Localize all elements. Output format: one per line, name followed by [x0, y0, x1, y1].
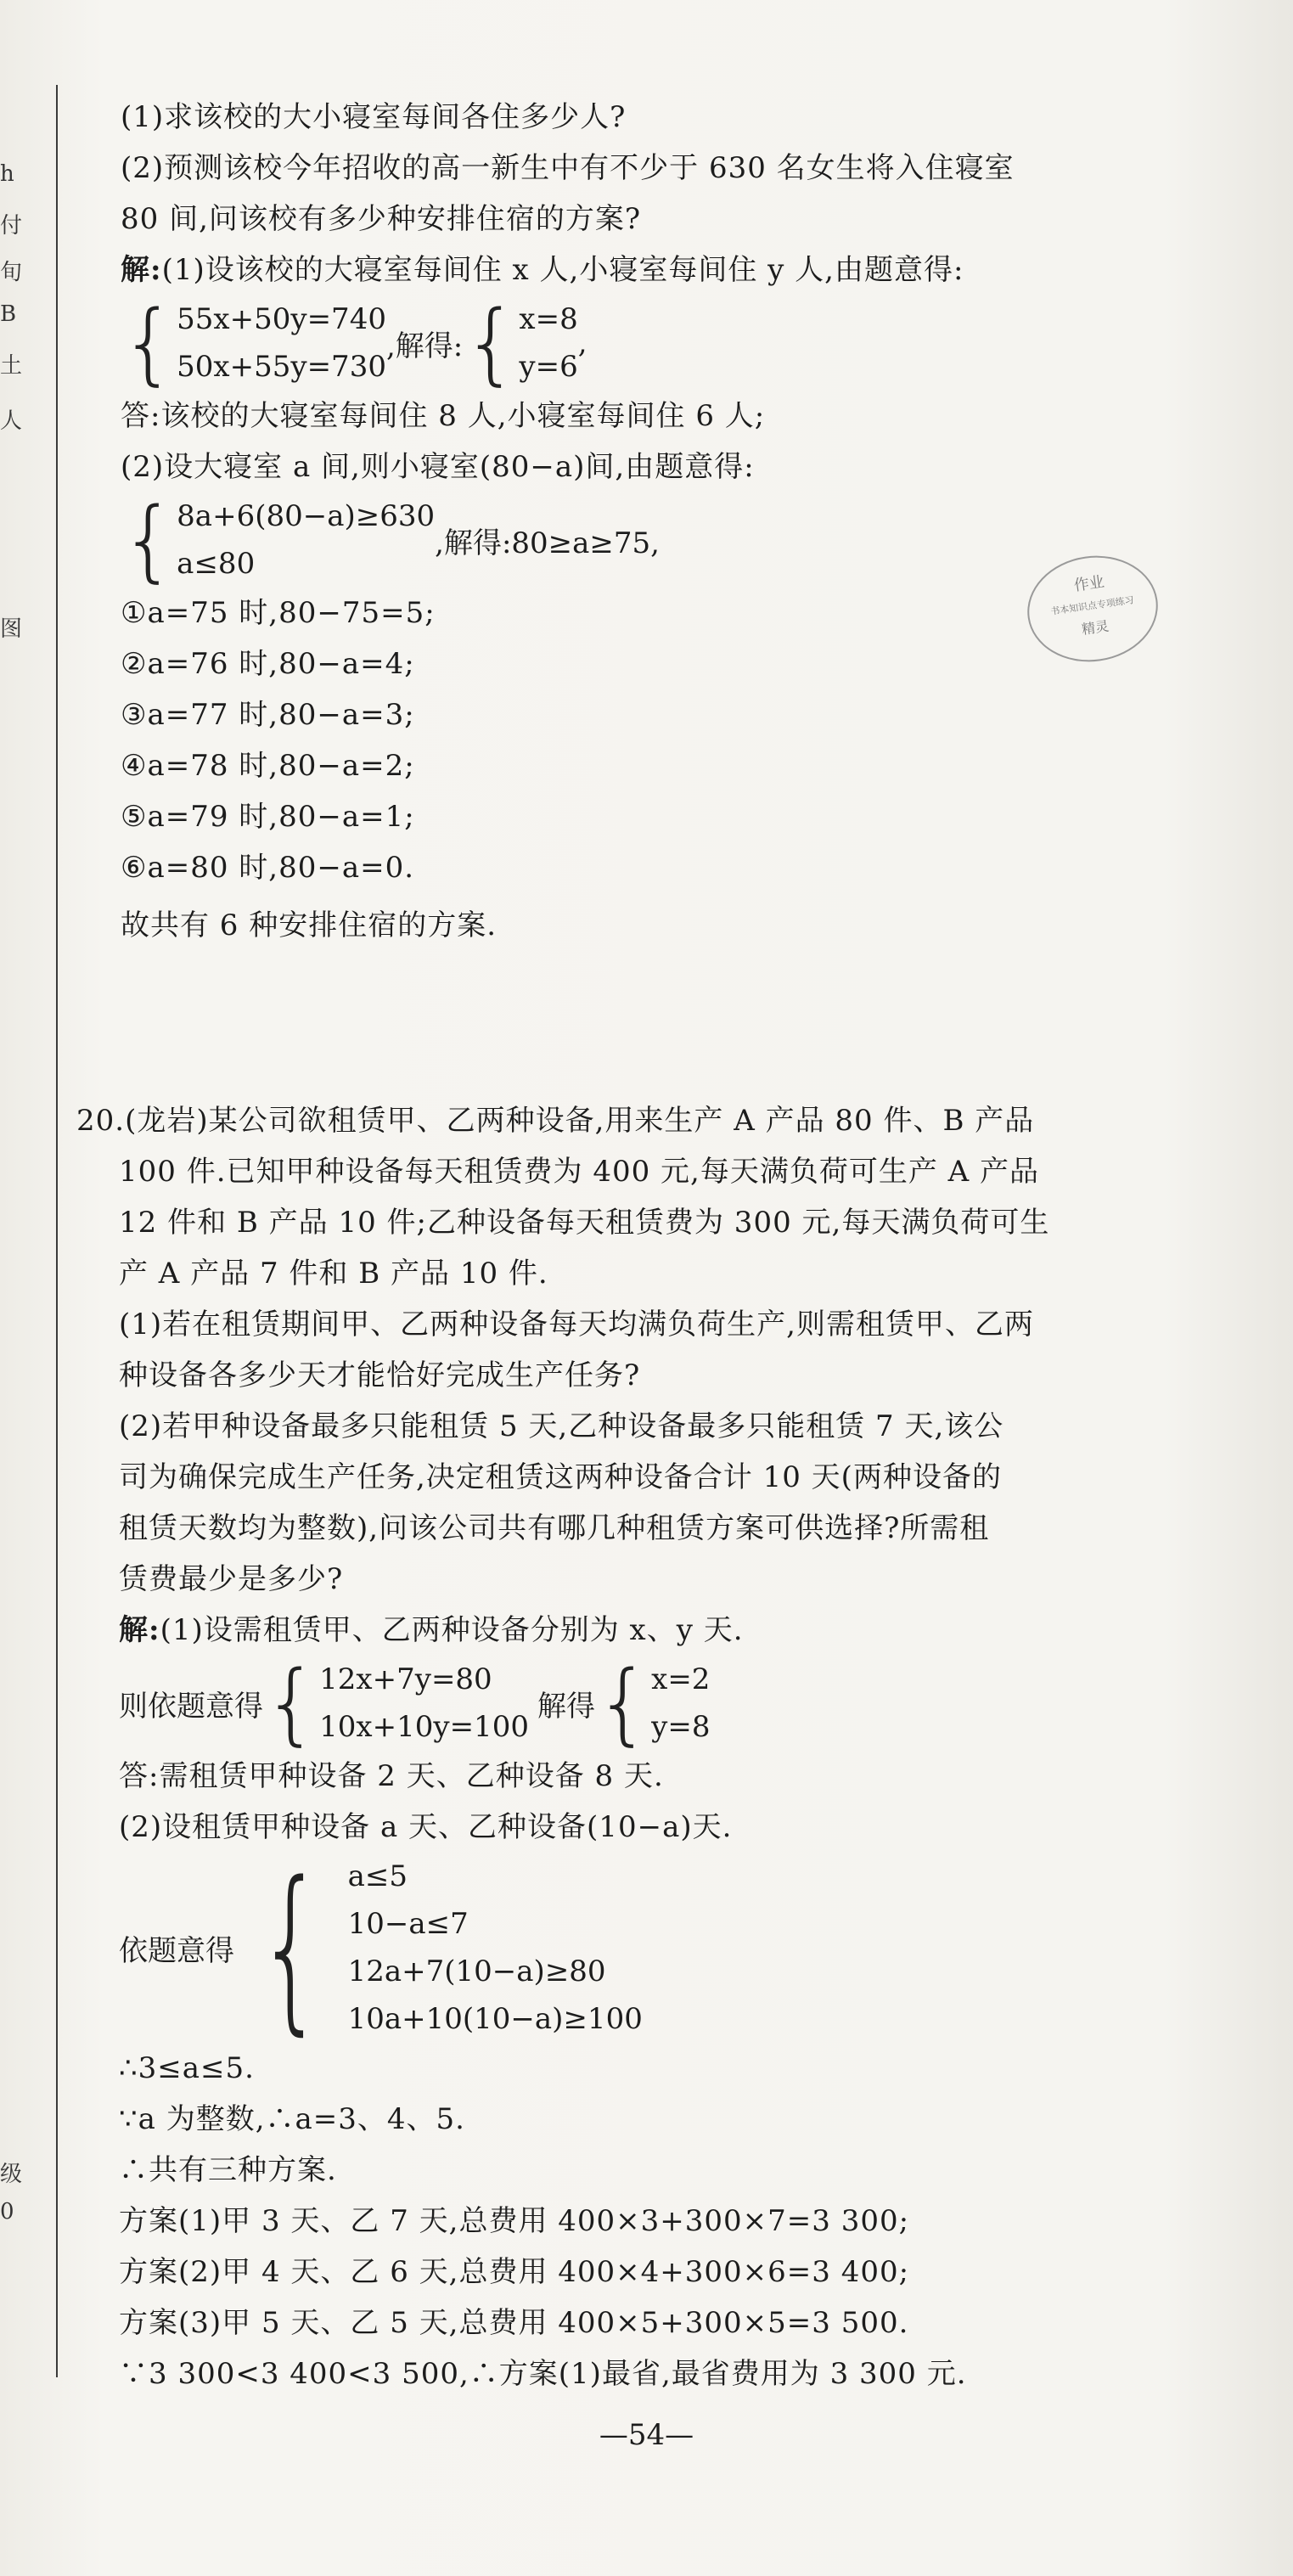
solve-result: ,解得:80≥a≥75,: [435, 526, 660, 560]
q19-part2-setup: (2)设大寝室 a 间,则小寝室(80−a)间,由题意得:: [121, 450, 755, 484]
inequality: a≤5: [347, 1859, 408, 1893]
q20-final-answer: ∵3 300<3 400<3 500,∴方案(1)最省,最省费用为 3 300 元.: [119, 2357, 967, 2391]
q20-three-plans: ∴共有三种方案.: [119, 2153, 337, 2187]
q20-answer1: 答:需租赁甲种设备 2 天、乙种设备 8 天.: [119, 1759, 664, 1793]
case-line: ⑤a=79 时,80−a=1;: [121, 800, 415, 834]
equation: 12x+7y=80: [319, 1662, 492, 1696]
result: x=8: [519, 302, 578, 336]
inequality: a≤80: [177, 547, 256, 581]
edge-fragment: 土: [0, 353, 23, 379]
result: y=6: [519, 350, 578, 384]
q20-part2-line1: (2)若甲种设备最多只能租赁 5 天,乙种设备最多只能租赁 7 天,该公: [119, 1409, 1004, 1443]
plan-line: 方案(1)甲 3 天、乙 7 天,总费用 400×3+300×7=3 300;: [119, 2204, 910, 2238]
equation-stack: [177, 295, 386, 391]
result: x=2: [651, 1662, 711, 1696]
q20-part1-line2: 种设备各多少天才能恰好完成生产任务?: [119, 1358, 641, 1392]
result: y=8: [651, 1710, 711, 1744]
q20-part2-line3: 租赁天数均为整数),问该公司共有哪几种租赁方案可供选择?所需租: [119, 1511, 990, 1545]
q20-stem-line3: 12 件和 B 产品 10 件;乙种设备每天租赁费为 300 元,每天满负荷可生: [119, 1206, 1050, 1240]
q20-integer: ∵a 为整数,∴a=3、4、5.: [119, 2102, 465, 2136]
edge-fragment: 旬: [0, 260, 23, 285]
result-stack: [519, 295, 577, 391]
q19-system-2: [121, 488, 1173, 592]
q19-conclusion: 故共有 6 种安排住宿的方案.: [121, 908, 498, 942]
q20-part2-line2: 司为确保完成生产任务,决定租赁这两种设备合计 10 天(两种设备的: [119, 1460, 1002, 1494]
solution-label: 解:: [119, 1613, 160, 1647]
equation-stack: [319, 1656, 529, 1751]
question-19-section: [121, 92, 1173, 951]
stamp-text: 精灵: [1080, 617, 1110, 638]
q20-stem-line4: 产 A 产品 7 件和 B 产品 10 件.: [119, 1257, 548, 1291]
question-20-section: [76, 1095, 1180, 2399]
q20-part1-line1: (1)若在租赁期间甲、乙两种设备每天均满负荷生产,则需租赁甲、乙两: [119, 1308, 1034, 1341]
q20-part2-setup: (2)设租赁甲种设备 a 天、乙种设备(10−a)天.: [119, 1810, 733, 1844]
equation: 50x+55y=730: [177, 350, 386, 384]
inequality-stack: [177, 492, 435, 588]
margin-rule: [56, 85, 58, 2377]
plan-line: 方案(2)甲 4 天、乙 6 天,总费用 400×4+300×6=3 400;: [119, 2255, 910, 2289]
q19-part2-line1: (2)预测该校今年招收的高一新生中有不少于 630 名女生将入住寝室: [121, 151, 1015, 185]
q20-solution-intro: [76, 1605, 1180, 1656]
stamp-text: 作业: [1072, 572, 1106, 595]
left-brace: {: [121, 291, 177, 395]
page-number: —54—: [599, 2418, 694, 2452]
solve-text: 解得: [537, 1689, 595, 1724]
edge-fragment: B: [0, 301, 17, 327]
edge-fragment: 付: [0, 213, 23, 239]
left-brace: {: [256, 1843, 325, 2051]
inequality: 12a+7(10−a)≥80: [347, 1954, 606, 1988]
punctuation: ,: [577, 326, 587, 360]
solution-label: 解:: [121, 253, 162, 287]
inequality: 10a+10(10−a)≥100: [347, 2002, 643, 2036]
q20-part2-line4: 赁费最少是多少?: [119, 1562, 344, 1596]
q19-part1: (1)求该校的大小寝室每间各住多少人?: [121, 100, 627, 134]
plan-line: 方案(3)甲 5 天、乙 5 天,总费用 400×5+300×5=3 500.: [119, 2306, 909, 2340]
edge-fragment: h: [0, 161, 14, 187]
result-stack: [651, 1656, 710, 1751]
q20-stem-line1: 20.(龙岩)某公司欲租赁甲、乙两种设备,用来生产 A 产品 80 件、B 产品: [76, 1104, 1035, 1138]
equation: 10x+10y=100: [319, 1710, 529, 1744]
q20-range: ∴3≤a≤5.: [119, 2051, 255, 2085]
inequality-stack: [348, 1853, 643, 2043]
q19-part2-line2: 80 间,问该校有多少种安排住宿的方案?: [121, 202, 642, 236]
case-line: ①a=75 时,80−75=5;: [121, 596, 436, 630]
equation: 55x+50y=740: [177, 302, 386, 336]
q19-system-1: [121, 291, 1173, 395]
left-brace: {: [594, 1651, 652, 1755]
left-brace: {: [463, 291, 520, 395]
solution-intro-text: (1)设需租赁甲、乙两种设备分别为 x、y 天.: [160, 1613, 744, 1647]
left-brace: {: [263, 1651, 320, 1755]
edge-fragment: 人: [0, 408, 23, 434]
q20-stem-line2: 100 件.已知甲种设备每天租赁费为 400 元,每天满负荷可生产 A 产品: [119, 1155, 1039, 1189]
inequality: 8a+6(80−a)≥630: [177, 499, 436, 533]
system-prefix: 则依题意得: [119, 1689, 263, 1724]
case-line: ④a=78 时,80−a=2;: [121, 749, 415, 783]
inequality: 10−a≤7: [347, 1907, 469, 1941]
case-line: ⑥a=80 时,80−a=0.: [121, 851, 415, 885]
left-brace: {: [121, 488, 177, 592]
q19-solution-intro: [121, 245, 1173, 295]
case-line: ②a=76 时,80−a=4;: [121, 647, 415, 681]
solution-intro-text: (1)设该校的大寝室每间住 x 人,小寝室每间住 y 人,由题意得:: [161, 253, 964, 287]
stamp-text: 书本知识点专项练习: [1049, 594, 1135, 617]
edge-fragment: 级: [0, 2162, 23, 2187]
system-prefix: 依题意得: [119, 1933, 234, 1968]
solve-text: ,解得:: [385, 329, 464, 363]
case-line: ③a=77 时,80−a=3;: [121, 698, 415, 732]
edge-fragment: 图: [0, 616, 23, 642]
q19-answer1: 答:该校的大寝室每间住 8 人,小寝室每间住 6 人;: [121, 399, 766, 433]
q20-system-1: [76, 1651, 1180, 1755]
q20-system-2: [76, 1843, 1180, 2051]
edge-fragment: 0: [0, 2199, 14, 2224]
